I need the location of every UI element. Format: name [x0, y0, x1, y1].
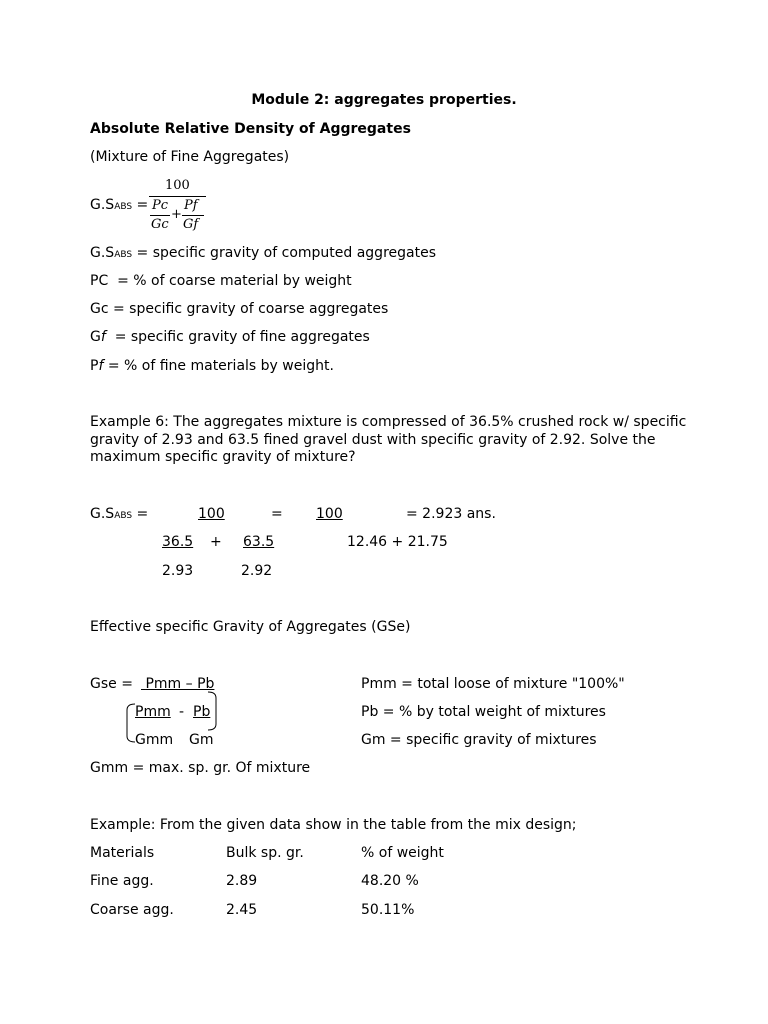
gse-right-def-pmm: Pmm = total loose of mixture "100%" [361, 676, 625, 692]
section-heading-effective-gravity: Effective specific Gravity of Aggregates (GSe) [90, 619, 411, 635]
example6-plus: + [210, 534, 222, 550]
table-header-bulk-sp-gr: Bulk sp. gr. [226, 845, 304, 861]
gse-right-def-pb: Pb = % by total weight of mixtures [361, 704, 606, 720]
table-header-materials: Materials [90, 845, 155, 861]
table-cell: Coarse agg. [90, 902, 174, 918]
table-header-percent-weight: % of weight [361, 845, 444, 861]
formula-pc: Pc [152, 198, 169, 213]
example-mix-design-intro: Example: From the given data show in the table from the mix design; [90, 817, 577, 833]
gse-den-pb: Pb [193, 704, 211, 720]
gse-bracket-left [124, 702, 136, 744]
gse-den-pmm: Pmm [135, 704, 171, 720]
formula-lhs: G.SABS = [90, 197, 149, 213]
example6-term1-numerator: 36.5 [162, 534, 194, 550]
formula-plus: + [171, 207, 182, 222]
example6-lhs: G.SABS = [90, 506, 149, 522]
example6-term2-denominator: 2.92 [241, 563, 273, 579]
definition-pf: Pf = % of fine materials by weight. [90, 358, 334, 374]
gse-den-minus: - [179, 704, 185, 720]
gse-right-def-gm: Gm = specific gravity of mixtures [361, 732, 597, 748]
table-cell: 2.89 [226, 873, 258, 889]
example6-eq2: = [271, 506, 283, 522]
formula-pf: Pf [184, 198, 198, 213]
table-cell: 50.11% [361, 902, 415, 918]
formula-numerator: 100 [165, 178, 190, 193]
definition-gs-abs: G.SABS = specific gravity of computed aggregates [90, 245, 436, 261]
gse-bracket-right [207, 690, 219, 732]
example6-term1-denominator: 2.93 [162, 563, 194, 579]
definition-gc: Gc = specific gravity of coarse aggregates [90, 301, 389, 317]
example6-result: = 2.923 ans. [406, 506, 496, 522]
example6-problem: Example 6: The aggregates mixture is compressed of 36.5% crushed rock w/ specific gravity of 2.93 and 63.5 fined gravel dust with specific gravity of 2.92. Solve the maximum specific gravity of mixture? [90, 414, 687, 465]
section-subheading: (Mixture of Fine Aggregates) [90, 149, 290, 165]
gse-lhs: Gse = [90, 676, 133, 692]
page-title: Module 2: aggregates properties. [251, 92, 517, 108]
example6-sum: 12.46 + 21.75 [347, 534, 448, 550]
gmm-definition: Gmm = max. sp. gr. Of mixture [90, 760, 311, 776]
gse-den-gmm: Gmm [135, 732, 174, 748]
table-cell: Fine agg. [90, 873, 154, 889]
formula-gf: Gf [183, 217, 199, 232]
definition-pc: PC = % of coarse material by weight [90, 273, 352, 289]
table-cell: 48.20 % [361, 873, 419, 889]
formula-gc: Gc [151, 217, 169, 232]
definition-gf: Gf = specific gravity of fine aggregates [90, 329, 370, 345]
example6-num2: 100 [316, 506, 343, 522]
section-heading-absolute-density: Absolute Relative Density of Aggregates [90, 121, 411, 137]
gse-den-gm: Gm [189, 732, 214, 748]
table-cell: 2.45 [226, 902, 258, 918]
example6-num1: 100 [198, 506, 225, 522]
gse-numerator: Pmm – Pb [145, 676, 215, 692]
example6-term2-numerator: 63.5 [243, 534, 275, 550]
